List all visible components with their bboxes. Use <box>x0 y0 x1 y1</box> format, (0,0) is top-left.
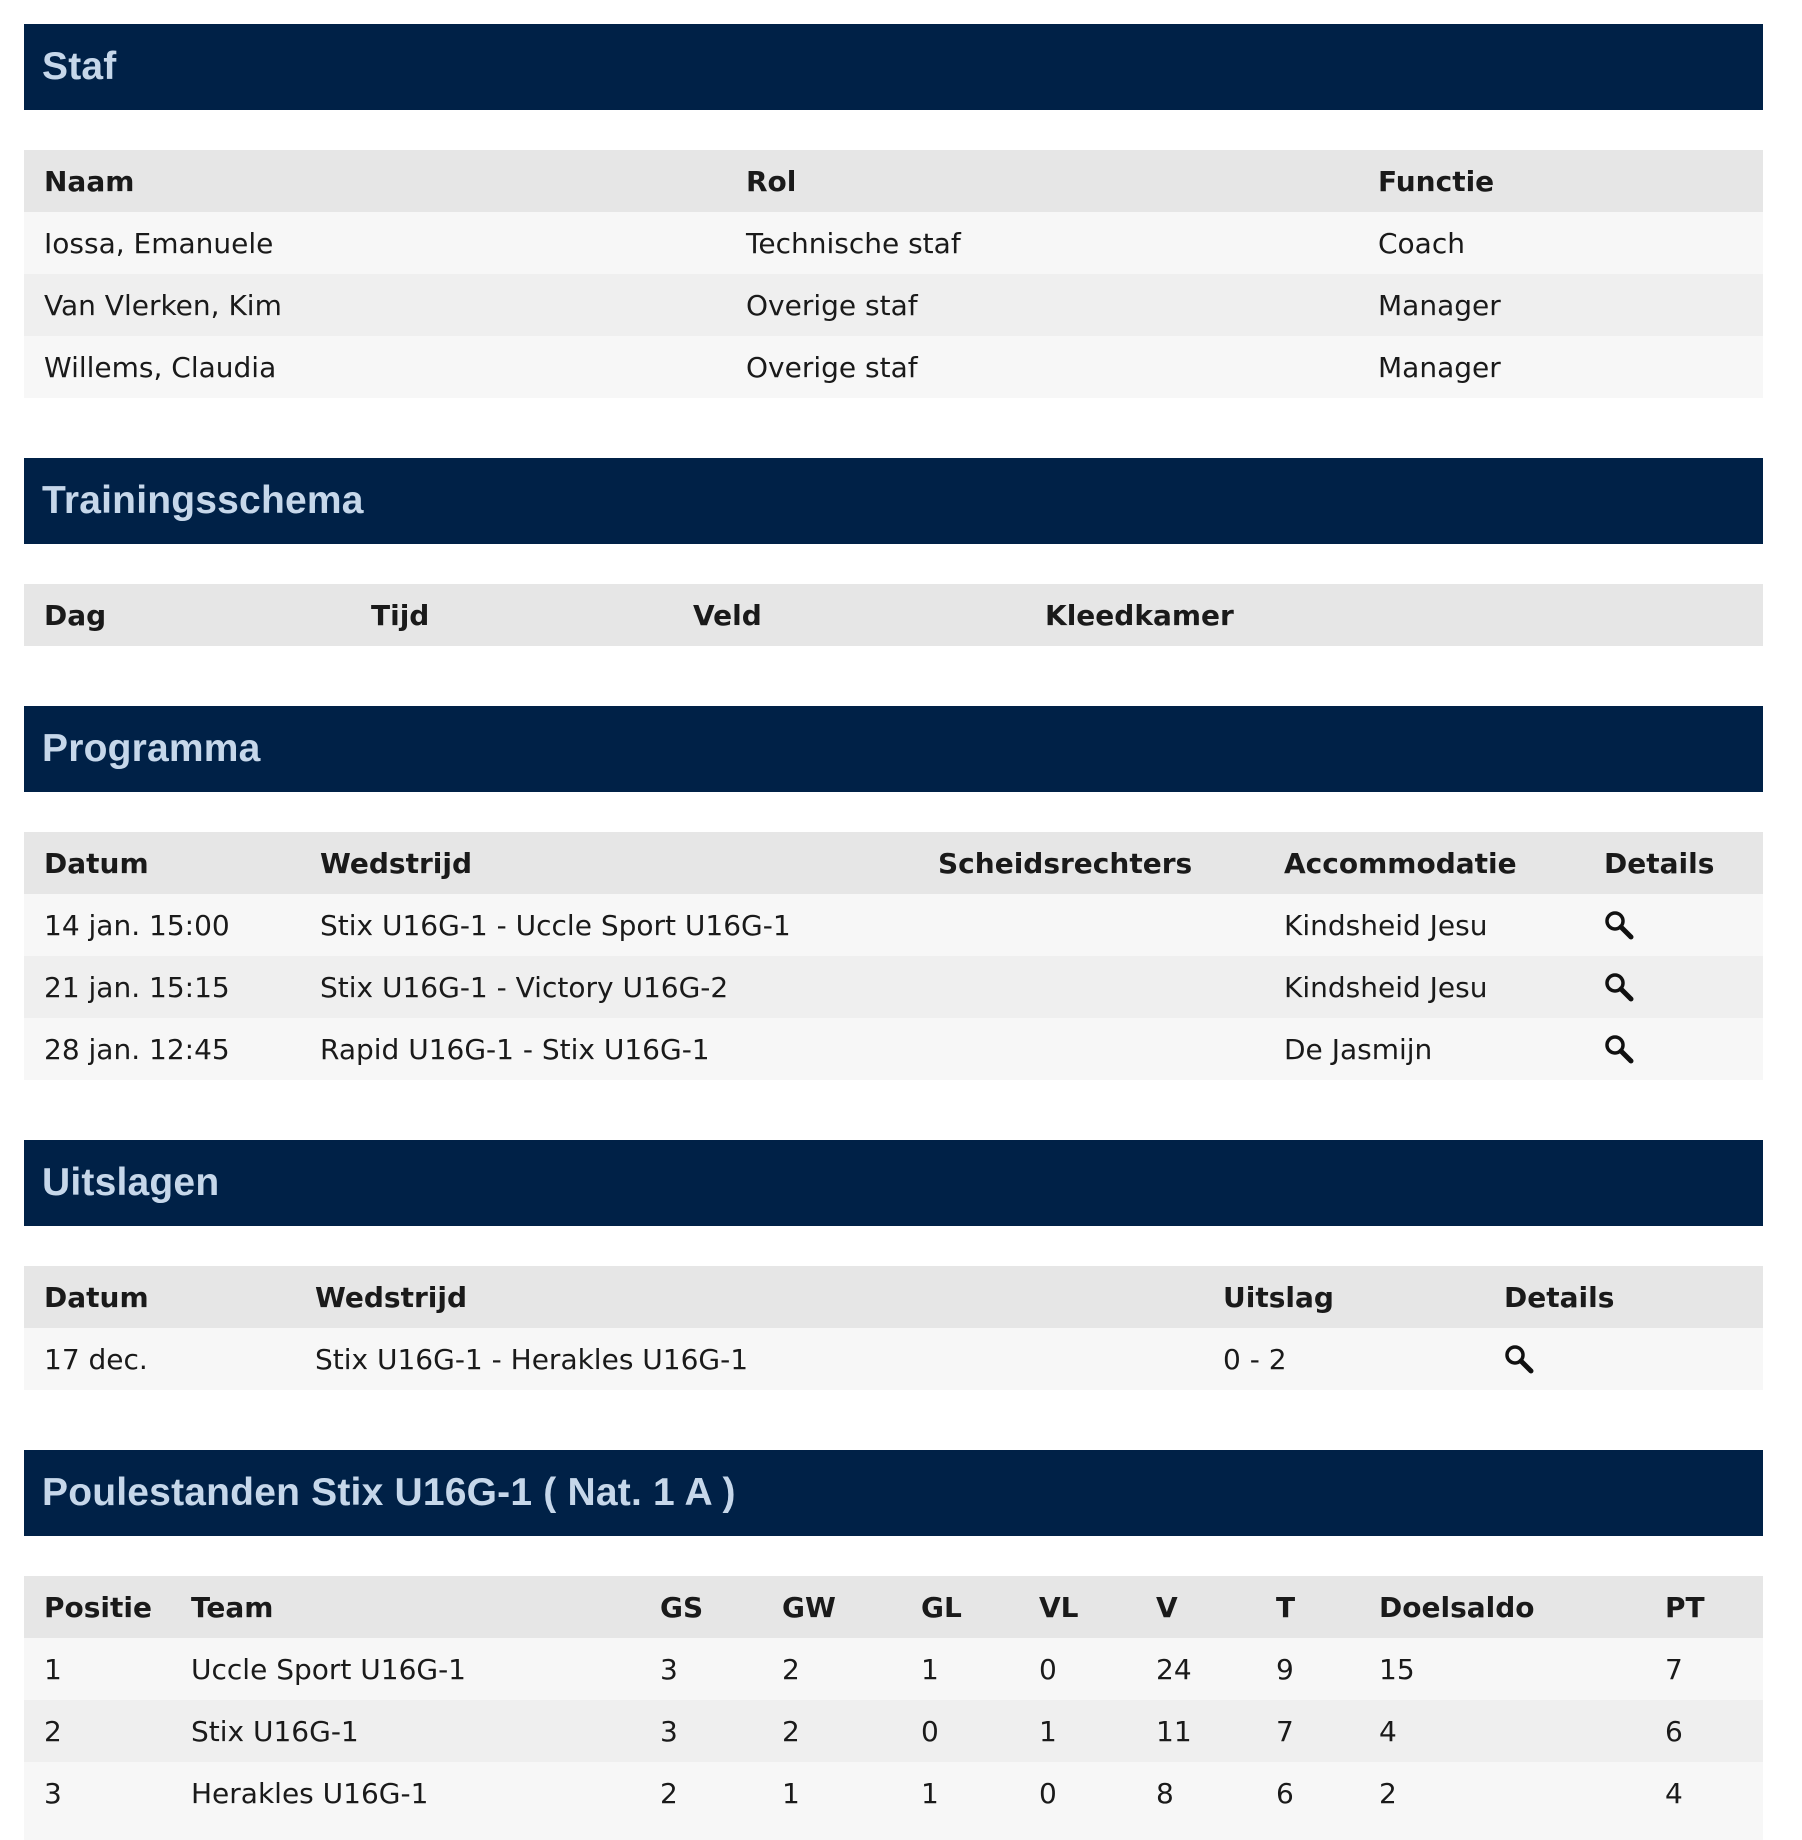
cell-gw: 2 <box>782 1714 800 1748</box>
cell-scheidsrechters <box>918 1018 1264 1080</box>
uitslagen-table <box>24 1266 1763 1390</box>
staf-table <box>24 150 1763 398</box>
col-pt: PT <box>1645 1576 1763 1638</box>
cell-naam: Van Vlerken, Kim <box>44 288 282 322</box>
cell-v: 24 <box>1156 1652 1192 1686</box>
col-gw: GW <box>762 1576 901 1638</box>
training-section-header <box>24 458 1763 544</box>
col-tijd: Tijd <box>351 584 673 646</box>
col-rol: Rol <box>726 150 1358 212</box>
uitslagen-section-header <box>24 1140 1763 1226</box>
cell-naam: Iossa, Emanuele <box>44 226 274 260</box>
team-page <box>24 24 1763 1840</box>
cell-positie: 1 <box>44 1652 62 1686</box>
col-functie: Functie <box>1358 150 1763 212</box>
table-row <box>24 1700 1763 1762</box>
table-row <box>24 336 1763 398</box>
cell-v: 8 <box>1156 1776 1174 1810</box>
col-gs: GS <box>640 1576 762 1638</box>
cell-doelsaldo: 4 <box>1379 1714 1397 1748</box>
table-row <box>24 1762 1763 1824</box>
search-icon[interactable] <box>1504 1344 1534 1376</box>
col-doelsaldo: Doelsaldo <box>1359 1576 1645 1638</box>
cell-gs: 3 <box>660 1652 678 1686</box>
cell-pt: 4 <box>1665 1776 1683 1810</box>
cell-rol: Overige staf <box>746 288 918 322</box>
training-title: Trainingsschema <box>42 479 364 522</box>
uitslagen-title: Uitslagen <box>42 1161 220 1204</box>
search-icon[interactable] <box>1604 972 1634 1004</box>
cell-rol: Technische staf <box>746 226 961 260</box>
training-header-row <box>24 584 1763 646</box>
cell-doelsaldo: 2 <box>1379 1776 1397 1810</box>
col-team: Team <box>171 1576 640 1638</box>
table-row <box>24 212 1763 274</box>
poule-title: Poulestanden Stix U16G-1 ( Nat. 1 A ) <box>42 1471 736 1514</box>
col-veld: Veld <box>673 584 1025 646</box>
uitslagen-header-row <box>24 1266 1763 1328</box>
col-vl: VL <box>1019 1576 1136 1638</box>
programma-title: Programma <box>42 727 261 770</box>
cell-t: 6 <box>1276 1776 1294 1810</box>
cell-gl: 1 <box>921 1776 939 1810</box>
col-details: Details <box>1484 1266 1763 1328</box>
cell-positie: 2 <box>44 1714 62 1748</box>
cell-vl: 1 <box>1039 1714 1057 1748</box>
cell-datum: 14 jan. 15:00 <box>44 908 230 942</box>
cell-functie: Manager <box>1378 350 1501 384</box>
cell-functie: Manager <box>1378 288 1501 322</box>
staf-section-header <box>24 24 1763 110</box>
table-row <box>24 1638 1763 1700</box>
cell-details <box>1484 1328 1763 1390</box>
col-accommodatie: Accommodatie <box>1264 832 1584 894</box>
col-gl: GL <box>901 1576 1019 1638</box>
cell-vl: 0 <box>1039 1776 1057 1810</box>
cell-datum: 21 jan. 15:15 <box>44 970 230 1004</box>
cell-gl: 0 <box>921 1714 939 1748</box>
col-naam: Naam <box>24 150 726 212</box>
cell-wedstrijd: Rapid U16G-1 - Stix U16G-1 <box>320 1032 710 1066</box>
cell-gl: 1 <box>921 1652 939 1686</box>
cell-accommodatie: Kindsheid Jesu <box>1284 908 1488 942</box>
search-icon[interactable] <box>1604 910 1634 942</box>
cell-doelsaldo: 15 <box>1379 1652 1415 1686</box>
cell-details <box>1584 894 1763 956</box>
col-dag: Dag <box>24 584 351 646</box>
cell-scheidsrechters <box>918 894 1264 956</box>
col-t: T <box>1256 1576 1359 1638</box>
cell-details <box>1584 1018 1763 1080</box>
col-wedstrijd: Wedstrijd <box>295 1266 1203 1328</box>
cell-team: Stix U16G-1 <box>191 1714 359 1748</box>
cell-rol: Overige staf <box>746 350 918 384</box>
cell-v: 11 <box>1156 1714 1192 1748</box>
cell-uitslag: 0 - 2 <box>1223 1342 1287 1376</box>
col-positie: Positie <box>24 1576 171 1638</box>
cell-pt: 6 <box>1665 1714 1683 1748</box>
poule-header-row <box>24 1576 1763 1638</box>
col-kleedkamer: Kleedkamer <box>1025 584 1763 646</box>
cell-gs: 2 <box>660 1776 678 1810</box>
cell-vl: 0 <box>1039 1652 1057 1686</box>
col-scheidsrechters: Scheidsrechters <box>918 832 1264 894</box>
table-row <box>24 894 1763 956</box>
col-datum: Datum <box>24 1266 295 1328</box>
staf-header-row <box>24 150 1763 212</box>
table-row <box>24 1018 1763 1080</box>
cell-wedstrijd: Stix U16G-1 - Uccle Sport U16G-1 <box>320 908 791 942</box>
cell-positie: 3 <box>44 1776 62 1810</box>
col-v: V <box>1136 1576 1256 1638</box>
col-datum: Datum <box>24 832 300 894</box>
col-uitslag: Uitslag <box>1203 1266 1484 1328</box>
cell-gw: 2 <box>782 1652 800 1686</box>
cell-t: 7 <box>1276 1714 1294 1748</box>
cell-wedstrijd: Stix U16G-1 - Herakles U16G-1 <box>315 1342 749 1376</box>
cell-scheidsrechters <box>918 956 1264 1018</box>
search-icon[interactable] <box>1604 1034 1634 1066</box>
cell-datum: 28 jan. 12:45 <box>44 1032 230 1066</box>
cell-wedstrijd: Stix U16G-1 - Victory U16G-2 <box>320 970 729 1004</box>
cell-gs: 3 <box>660 1714 678 1748</box>
table-continuation <box>24 1824 1763 1840</box>
table-row <box>24 1328 1763 1390</box>
programma-table <box>24 832 1763 1080</box>
cell-accommodatie: Kindsheid Jesu <box>1284 970 1488 1004</box>
poule-section-header <box>24 1450 1763 1536</box>
table-row <box>24 274 1763 336</box>
col-wedstrijd: Wedstrijd <box>300 832 918 894</box>
table-row <box>24 956 1763 1018</box>
cell-datum: 17 dec. <box>44 1342 148 1376</box>
col-details: Details <box>1584 832 1763 894</box>
programma-header-row <box>24 832 1763 894</box>
poule-table <box>24 1576 1763 1824</box>
cell-pt: 7 <box>1665 1652 1683 1686</box>
cell-accommodatie: De Jasmijn <box>1284 1032 1433 1066</box>
training-table <box>24 584 1763 646</box>
cell-team: Herakles U16G-1 <box>191 1776 429 1810</box>
cell-naam: Willems, Claudia <box>44 350 277 384</box>
cell-gw: 1 <box>782 1776 800 1810</box>
cell-details <box>1584 956 1763 1018</box>
programma-section-header <box>24 706 1763 792</box>
cell-team: Uccle Sport U16G-1 <box>191 1652 466 1686</box>
staf-title: Staf <box>42 45 117 88</box>
cell-functie: Coach <box>1378 226 1465 260</box>
cell-t: 9 <box>1276 1652 1294 1686</box>
